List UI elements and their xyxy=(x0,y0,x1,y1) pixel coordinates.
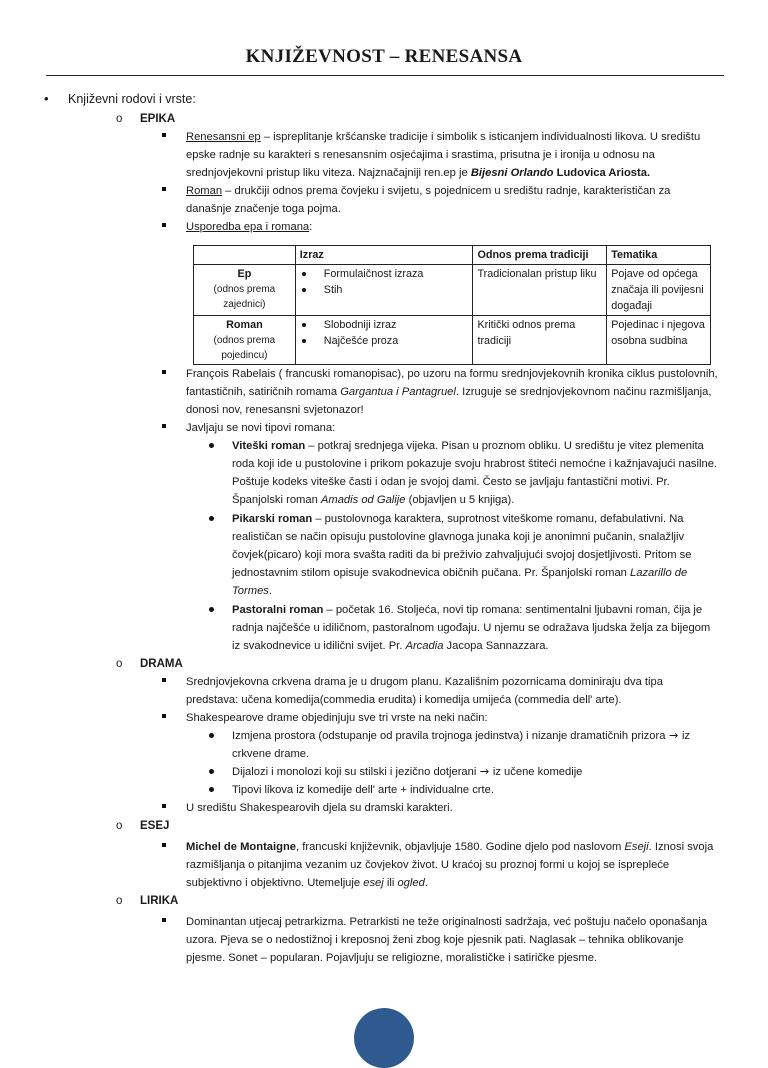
pastoralni-text: – početak 16. Stoljeća, novi tip romana: sentimentalni ljubavni roman, čija je radnja najčešće u idiličnom, pastoralnom ugođaju. U njemu se odražava ljudska želja za bijegom iz svakodnevice u idilični svijet. Pr. xyxy=(232,604,711,652)
comparison-table xyxy=(193,245,711,365)
list-item-new-types xyxy=(0,419,768,437)
row-label: Roman xyxy=(226,319,263,331)
term-ep: Renesansni ep xyxy=(186,131,261,143)
square-bullet-icon xyxy=(162,223,166,227)
page-title: KNJIŽEVNOST – RENESANSA xyxy=(245,46,523,67)
table-row xyxy=(194,316,711,365)
circle-bullet-icon: o xyxy=(116,895,123,907)
list-item-pastoralni xyxy=(0,601,768,655)
rabelais-text-end: . Izruguje se srednjovjekovnom načinu razmišljanja, donosi nov, renesansni svjetonazor! xyxy=(186,386,712,416)
drama-label: DRAMA xyxy=(140,658,183,670)
ep-work: Bijesni Orlando xyxy=(470,167,554,179)
izraz-cell xyxy=(295,316,473,365)
circle-bullet-icon: o xyxy=(116,113,123,125)
square-bullet-icon xyxy=(162,187,166,191)
esej-text-2: . Iznosi svoja razmišljanja o pitanjima vezanim uz čovjekov život. U kraćoj su proznoj formi u kojoj se isprepleće subjektivno i objektivno. Utemeljuje xyxy=(186,841,714,889)
lirika-heading xyxy=(0,892,768,910)
esej-word-1: esej xyxy=(363,877,384,889)
esej-word-2: ogled xyxy=(397,877,425,889)
cell-text: Najčešće proza xyxy=(323,335,399,347)
list-item-compare xyxy=(0,218,768,236)
row-label-cell xyxy=(194,265,296,316)
epika-heading xyxy=(0,110,768,128)
cell-text: Formulaičnost izraza xyxy=(323,268,424,280)
drama-sub-text: Tipovi likova iz komedije dell' arte + individualne crte. xyxy=(232,784,494,796)
term-pikarski: Pikarski roman xyxy=(232,513,313,525)
tematika-cell: Pojedinac i njegova osobna sudbina xyxy=(607,316,711,365)
lirika-label: LIRIKA xyxy=(140,895,179,907)
drama-sub-text: Izmjena prostora (odstupanje od pravila trojnoga jedinstva) i nizanje dramatičnih prizora xyxy=(232,730,666,742)
list-item-pikarski xyxy=(0,510,768,600)
viteski-work: Amadis od Galije xyxy=(320,494,406,506)
esej-author: Michel de Montaigne xyxy=(186,841,297,853)
roman-text: – drukčiji odnos prema čovjeku i svijetu, s pojednicem u središtu radnje, karakterističan za današnje značenje toga pojma. xyxy=(186,185,671,215)
pastoralni-text-end: Jacopa Sannazzara. xyxy=(443,640,549,652)
cell-text: Stih xyxy=(323,284,343,296)
section-heading xyxy=(0,90,768,108)
square-bullet-icon xyxy=(162,424,166,428)
bullet-icon xyxy=(209,787,214,792)
term-viteski: Viteški roman xyxy=(232,440,306,452)
arrow-right-icon: → xyxy=(665,729,682,742)
circle-bullet-icon: o xyxy=(116,658,123,670)
ep-author: Ludovica Ariosta. xyxy=(553,167,651,179)
esej-or: ili xyxy=(383,877,398,889)
viteski-text-end: (objavljen u 5 knjiga). xyxy=(405,494,515,506)
bullet-icon xyxy=(209,733,214,738)
list-item-drama-sub-3 xyxy=(0,781,768,799)
new-types-text: Javljaju se novi tipovi romana: xyxy=(186,422,336,434)
bullet-icon xyxy=(302,272,306,276)
drama-heading xyxy=(0,655,768,673)
section-label: Književni rodovi i vrste: xyxy=(68,92,196,106)
rabelais-work: Gargantua i Pantagruel xyxy=(340,386,456,398)
bullet-icon xyxy=(302,288,306,292)
list-item-drama-3 xyxy=(0,799,768,817)
square-bullet-icon xyxy=(162,370,166,374)
square-bullet-icon xyxy=(162,133,166,137)
table-row xyxy=(194,265,711,316)
circle-bullet-icon: o xyxy=(116,820,123,832)
list-item-esej xyxy=(0,838,768,892)
compare-colon: : xyxy=(309,221,313,233)
ep-text: – ispreplitanje kršćanske tradicije i simbolik s isticanjem individualnosti likova. U središtu epske radnje su karakteri s renesansnim osjećajima i srastima, prisutna je i ironija u odnosu na srednjovjekovni pristup liku viteza. Najznačajniji ren.ep je xyxy=(186,131,701,179)
pikarski-text: – pustolovnoga karaktera, suprotnost viteškome romanu, defabulativni. Na realističan se način opisuju pustolovine glavnoga junaka koji je anonimni pučanin, snalažljiv čovjek(picaro) koji mora svašta raditi da bi preživio zahvaljujući svojoj dosjetljivosti. Pritom se jednostavnim stilom opisuje svakodnevica običnih pučana. Pr. Španjolski roman xyxy=(232,513,692,579)
odnos-cell: Kritički odnos prema tradiciji xyxy=(473,316,607,365)
bullet-icon: • xyxy=(44,91,49,106)
izraz-cell xyxy=(295,265,473,316)
bullet-icon xyxy=(302,323,306,327)
drama-sub-text-end: iz učene komedije xyxy=(492,766,583,778)
square-bullet-icon xyxy=(162,918,166,922)
esej-work: Eseji xyxy=(624,841,649,853)
table-header: Tematika xyxy=(607,246,711,265)
drama-sub-text: Dijalozi i monolozi koji su stilski i jezično dotjerani xyxy=(232,766,477,778)
list-item xyxy=(300,333,469,349)
pastoralni-work: Arcadia xyxy=(405,640,444,652)
list-item-lirika xyxy=(0,913,768,967)
row-sublabel: (odnos prema pojedincu) xyxy=(213,335,276,361)
esej-text: , francuski književnik, objavljuje 1580. Godine djelo pod naslovom xyxy=(296,841,625,853)
square-bullet-icon xyxy=(162,804,166,808)
drama-text: Srednjovjekovna crkvena drama je u drugom planu. Kazališnim pozornicama dominiraju dva tipa predstava: učena komedija(commedia erudita) i komedija umijeća (commedia dell' arte). xyxy=(186,676,663,706)
viteski-text: – potkraj srednjega vijeka. Pisan u proznom obliku. U središtu je vitez plemenita roda koji ide u pustolovine i prikom pokazuje svoju hrabrost štiteći nemoćne i kažnjavajući nasilne. Poštuje kodeks viteške časti i odan je svojoj dami. Često se javljaju fantastični motivi. Pr. Španjolski roman xyxy=(232,440,718,506)
esej-end: . xyxy=(424,877,428,889)
table-header-row xyxy=(194,246,711,265)
lirika-text: Dominantan utjecaj petrarkizma. Petrarkisti ne teže originalnosti sadržaja, već poštuju načelo oponašanja uzora. Pjeva se o nedostižnoj i kreposnoj ženi zbog koje pjesnik pati. Naglasak – tehnika oblikovanje pjesme. Sonet – popularan. Pojavljuju se religiozne, moralističke i satiričke pjesme. xyxy=(186,916,708,964)
epika-label: EPIKA xyxy=(140,113,176,125)
list-item xyxy=(300,317,469,333)
list-item xyxy=(300,282,469,298)
bullet-icon xyxy=(209,443,214,448)
drama-text: Shakespearove drame objedinjuju sve tri vrste na neki način: xyxy=(186,712,488,724)
table-header: Izraz xyxy=(295,246,473,265)
list-item-drama-sub-1 xyxy=(0,727,768,763)
row-sublabel: (odnos prema zajednici) xyxy=(213,284,276,310)
list-item-rabelais xyxy=(0,365,768,419)
row-label: Ep xyxy=(237,268,252,280)
row-label-cell xyxy=(194,316,296,365)
table-header: Odnos prema tradiciji xyxy=(473,246,607,265)
bullet-icon xyxy=(209,516,214,521)
list-item-drama-sub-2 xyxy=(0,763,768,781)
bullet-icon xyxy=(209,607,214,612)
tematika-cell: Pojave od općega značaja ili povijesni događaji xyxy=(607,265,711,316)
drama-sub-text-end: iz crkvene drame. xyxy=(232,730,691,760)
drama-text: U središtu Shakespearovih djela su dramski karakteri. xyxy=(186,802,453,814)
compare-label: Usporedba epa i romana xyxy=(186,221,310,233)
list-item-viteski xyxy=(0,437,768,509)
esej-heading xyxy=(0,817,768,835)
term-pastoralni: Pastoralni roman xyxy=(232,604,324,616)
list-item-ep xyxy=(0,128,768,182)
rabelais-text: François Rabelais ( francuski romanopisac), po uzoru na formu srednjovjekovnih kronika ciklus pustolovnih, fantastičnih, satiričnih romama xyxy=(186,368,718,398)
pikarski-work: Lazarillo de Tormes xyxy=(232,567,688,597)
square-bullet-icon xyxy=(162,714,166,718)
list-item-drama-2 xyxy=(0,709,768,727)
list-item-roman xyxy=(0,182,768,218)
list-item-drama-1 xyxy=(0,673,768,709)
cell-text: Slobodniji izraz xyxy=(323,319,397,331)
document-body xyxy=(0,90,768,967)
square-bullet-icon xyxy=(162,678,166,682)
term-roman: Roman xyxy=(186,185,223,197)
list-item xyxy=(300,266,469,282)
esej-label: ESEJ xyxy=(140,820,170,832)
table-header xyxy=(194,246,296,265)
page-number-badge xyxy=(354,1008,414,1068)
bullet-icon xyxy=(302,339,306,343)
bullet-icon xyxy=(209,769,214,774)
arrow-right-icon: → xyxy=(476,765,493,778)
title-divider xyxy=(46,75,724,76)
pikarski-text-end: . xyxy=(268,585,272,597)
square-bullet-icon xyxy=(162,843,166,847)
odnos-cell: Tradicionalan pristup liku xyxy=(473,265,607,316)
